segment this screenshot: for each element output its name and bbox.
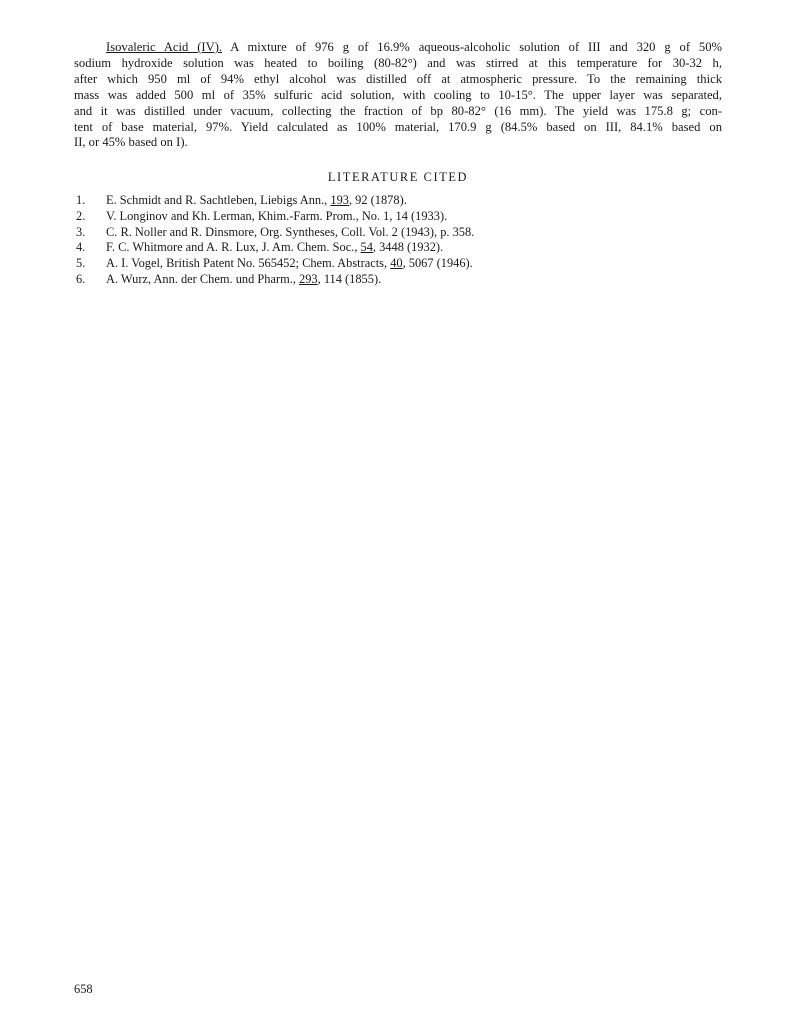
reference-item (76, 240, 676, 256)
reference-text (106, 272, 381, 288)
reference-text (106, 209, 447, 225)
reference-number: 1. (76, 193, 86, 207)
reference-pages-year: , 5067 (1946). (402, 256, 473, 271)
reference-text (106, 256, 473, 272)
reference-number: 6. (76, 271, 86, 286)
reference-citation: C. R. Noller and R. Dinsmore, Org. Syntheses, Coll. Vol. 2 (1943), p. 358. (106, 224, 475, 239)
reference-item (76, 272, 676, 288)
paragraph-line: mass was added 500 ml of 35% sulfuric acid solution, with cooling to 10-15°. The upper layer was separated, (74, 87, 722, 102)
reference-pages-year: , 114 (1855). (317, 271, 382, 286)
reference-item (76, 209, 676, 225)
literature-cited-heading: LITERATURE CITED (327, 170, 469, 184)
reference-list (76, 193, 676, 288)
reference-citation: F. C. Whitmore and A. R. Lux, J. Am. Chem. Soc., (106, 240, 361, 255)
page-number: 658 (74, 982, 93, 996)
paragraph-line: tent of base material, 97%. Yield calculated as 100% material, 170.9 g (84.5% based on III, 84.1% based on (74, 119, 722, 134)
reference-pages-year: , 3448 (1932). (372, 240, 444, 255)
isovaleric-acid-paragraph (74, 40, 722, 151)
paragraph-line-text: A mixture of 976 g of 16.9% aqueous-alcoholic solution of III and 320 g of 50% (222, 40, 722, 54)
reference-number: 5. (76, 256, 86, 271)
reference-text (106, 193, 407, 209)
reference-volume: 193 (330, 193, 349, 207)
reference-citation: E. Schmidt and R. Sachtleben, Liebigs Ann., (106, 193, 331, 207)
section-title: Isovaleric Acid (IV). (106, 40, 223, 54)
reference-number: 4. (76, 240, 86, 255)
reference-item (76, 193, 676, 209)
reference-citation: A. Wurz, Ann. der Chem. und Pharm., (106, 271, 300, 286)
paragraph-line: sodium hydroxide solution was heated to boiling (80-82°) and was stirred at this temperature for 30-32 h, (74, 55, 722, 70)
reference-text (106, 240, 443, 256)
reference-text (106, 225, 474, 241)
reference-citation: A. I. Vogel, British Patent No. 565452; Chem. Abstracts, (106, 256, 391, 271)
paragraph-line: and it was distilled under vacuum, collecting the fraction of bp 80-82° (16 mm). The yield was 175.8 g; con- (74, 103, 722, 118)
reference-pages-year: , 92 (1878). (348, 193, 407, 207)
reference-volume: 40 (390, 256, 403, 271)
reference-item (76, 225, 676, 241)
reference-volume: 293 (299, 271, 318, 286)
paragraph-line: after which 950 ml of 94% ethyl alcohol was distilled off at atmospheric pressure. To the remaining thick (74, 71, 722, 86)
paragraph-line: II, or 45% based on I). (74, 135, 188, 150)
reference-item (76, 256, 676, 272)
reference-volume: 54 (360, 240, 373, 255)
reference-number: 3. (76, 224, 86, 239)
paragraph-line (74, 40, 722, 56)
reference-number: 2. (76, 208, 86, 223)
reference-citation: V. Longinov and Kh. Lerman, Khim.-Farm. Prom., No. 1, 14 (1933). (106, 208, 448, 223)
